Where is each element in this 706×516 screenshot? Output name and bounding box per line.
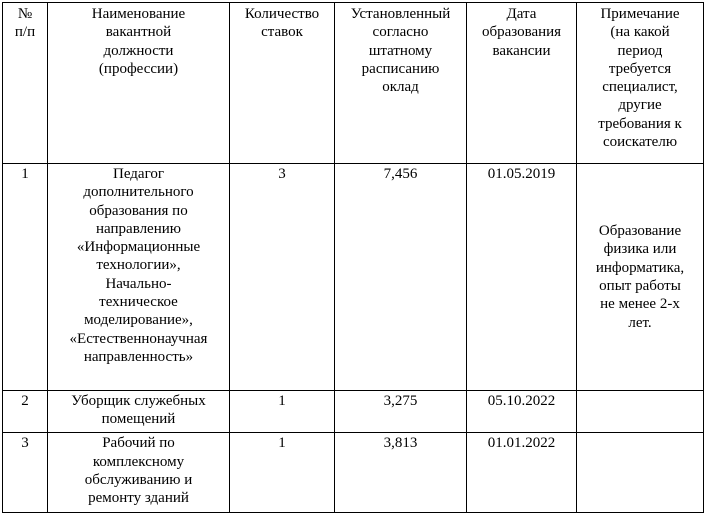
header-note [577, 3, 704, 164]
rate-count: 3 [278, 166, 286, 182]
rate-count: 1 [278, 392, 286, 409]
header-salary-text: Установленный согласно штатному расписанию оклад [350, 6, 451, 96]
vacancy-date: 01.05.2019 [487, 166, 556, 182]
header-number [3, 3, 48, 164]
rate-count-cell [230, 390, 335, 432]
header-rate-count-text: Количество ставок [244, 6, 320, 41]
rate-count-cell [230, 433, 335, 513]
vacancy-date: 01.01.2022 [487, 435, 556, 452]
date-cell [467, 433, 577, 513]
header-position-text: Наименование вакантной должности (профессии) [91, 6, 186, 77]
table-row [3, 390, 704, 432]
header-date [467, 3, 577, 164]
salary: 3,813 [383, 435, 418, 452]
note-cell [577, 164, 704, 391]
position-cell [48, 433, 230, 513]
salary: 3,275 [383, 392, 418, 409]
date-cell [467, 390, 577, 432]
position-cell [48, 164, 230, 391]
note: Образование физика или информатика, опыт работы не менее 2-х лет. [595, 223, 685, 331]
date-cell [467, 164, 577, 391]
vacancy-date: 05.10.2022 [487, 392, 556, 409]
table-row [3, 164, 704, 391]
position-name: Рабочий по комплексному обслуживанию и ремонту зданий [84, 435, 193, 507]
row-number-cell [3, 390, 48, 432]
rate-count-cell [230, 164, 335, 391]
header-position [48, 3, 230, 164]
table-header-row [3, 3, 704, 164]
salary-cell [335, 164, 467, 391]
position-name: Уборщик служебных помещений [71, 392, 206, 428]
vacancy-table [2, 2, 704, 513]
salary: 7,456 [383, 166, 418, 182]
header-rate-count [230, 3, 335, 164]
header-note-text: Примечание (на какой период требуется специалист, другие требования к соискателю [598, 6, 682, 151]
row-number-cell [3, 433, 48, 513]
row-number-cell [3, 164, 48, 391]
note-cell [577, 433, 704, 513]
row-number: 3 [21, 435, 29, 452]
header-salary [335, 3, 467, 164]
salary-cell [335, 390, 467, 432]
position-cell [48, 390, 230, 432]
row-number: 1 [21, 166, 29, 182]
table-row [3, 433, 704, 513]
rate-count: 1 [278, 435, 286, 452]
note-cell [577, 390, 704, 432]
header-date-text: Дата образования вакансии [481, 6, 562, 59]
salary-cell [335, 433, 467, 513]
header-number-text: № п/п [14, 6, 36, 41]
position-name: Педагог дополнительного образования по направлению «Информационные технологии», Начально- техническое моделирование», «Естественнонаучная направленность» [69, 166, 208, 365]
row-number: 2 [21, 392, 29, 409]
